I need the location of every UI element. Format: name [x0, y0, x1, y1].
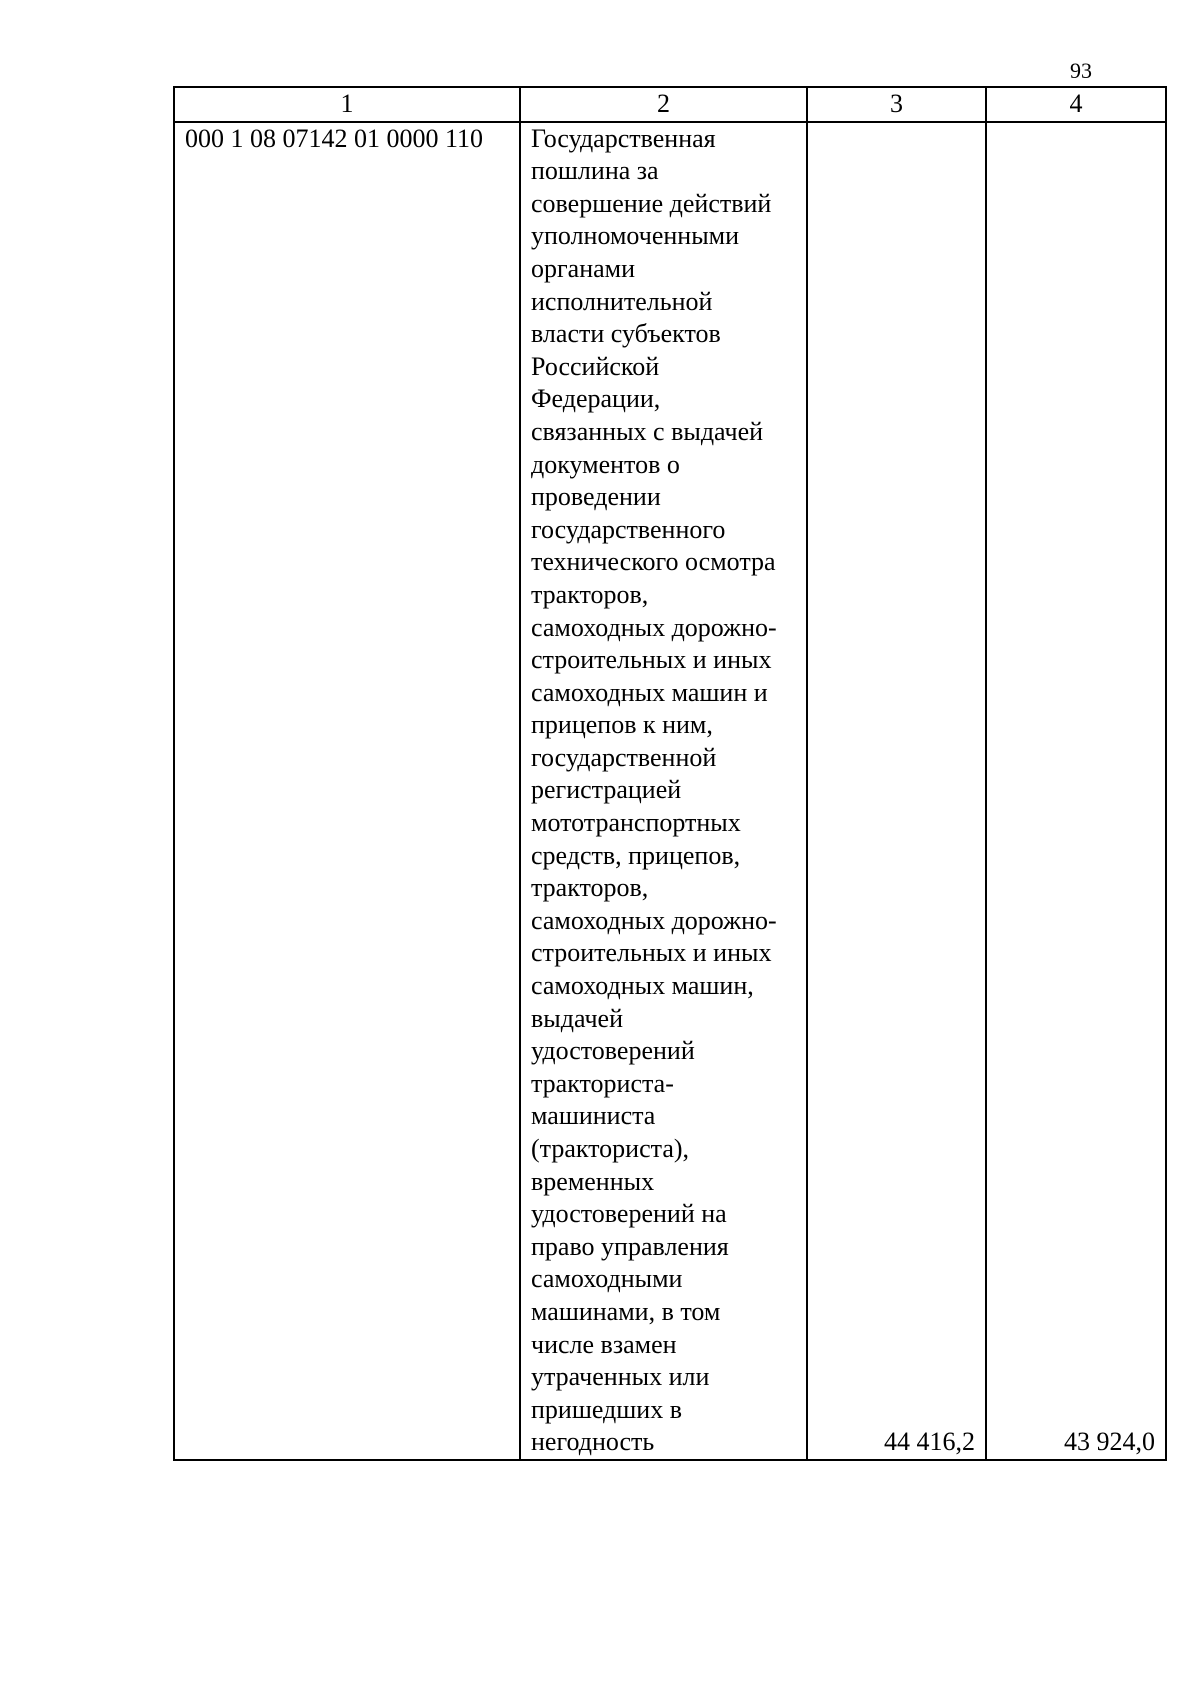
description-line: тракториста-: [531, 1068, 674, 1098]
description-line: государственного: [531, 514, 726, 544]
description-line: строительных и иных: [531, 645, 772, 675]
description-line: пришедших в: [531, 1394, 682, 1424]
value-col4-cell: 43 924,0: [986, 122, 1166, 1460]
description-line: проведении: [531, 482, 661, 512]
description-line: машинами, в том: [531, 1296, 721, 1326]
description-line: машиниста: [531, 1101, 656, 1131]
value-col3-cell: 44 416,2: [807, 122, 986, 1460]
description-line: регистрацией: [531, 775, 682, 805]
description-cell: [520, 122, 807, 1460]
description-line: самоходных машин,: [531, 971, 754, 1001]
classification-code-cell: 000 1 08 07142 01 0000 110: [174, 122, 520, 1460]
description-line: самоходных дорожно-: [531, 905, 777, 935]
column-header-4: 4: [986, 87, 1166, 122]
description-line: утраченных или: [531, 1362, 710, 1392]
description-line: исполнительной: [531, 286, 713, 316]
description-line: государственной: [531, 742, 717, 772]
column-header-3: 3: [807, 87, 986, 122]
revenue-table: [173, 86, 1167, 1461]
description-line: мототранспортных: [531, 808, 741, 838]
description-line: право управления: [531, 1231, 729, 1261]
column-header-1: 1: [174, 87, 520, 122]
description-line: тракторов,: [531, 873, 649, 903]
description-line: пошлина за: [531, 156, 659, 186]
description-line: связанных с выдачей: [531, 416, 764, 446]
description-line: совершение действий: [531, 188, 772, 218]
description-line: органами: [531, 253, 636, 283]
description-line: документов о: [531, 449, 680, 479]
description-line: средств, прицепов,: [531, 840, 741, 870]
description-line: технического осмотра: [531, 547, 776, 577]
description-line: Российской: [531, 351, 660, 381]
description-line: самоходных дорожно-: [531, 612, 777, 642]
description-line: негодность: [531, 1427, 655, 1457]
table-row: [174, 122, 1166, 1460]
description-line: строительных и иных: [531, 938, 772, 968]
description-line: (тракториста),: [531, 1134, 690, 1163]
description-line: уполномоченными: [531, 221, 740, 251]
description-line: удостоверений: [531, 1036, 695, 1066]
column-header-2: 2: [520, 87, 807, 122]
description-line: Государственная: [531, 123, 716, 153]
description-line: самоходных машин и: [531, 677, 768, 707]
description-line: тракторов,: [531, 579, 649, 609]
description-line: Федерации,: [531, 384, 661, 414]
description-line: выдачей: [531, 1003, 624, 1033]
description-line: числе взамен: [531, 1329, 677, 1359]
header-row: [174, 87, 1166, 122]
description-line: прицепов к ним,: [531, 710, 713, 740]
description-line: временных: [531, 1166, 655, 1196]
description-line: удостоверений на: [531, 1199, 727, 1229]
description-line: самоходными: [531, 1264, 683, 1294]
page-number: 93: [1070, 58, 1092, 83]
description-line: власти субъектов: [531, 319, 721, 349]
